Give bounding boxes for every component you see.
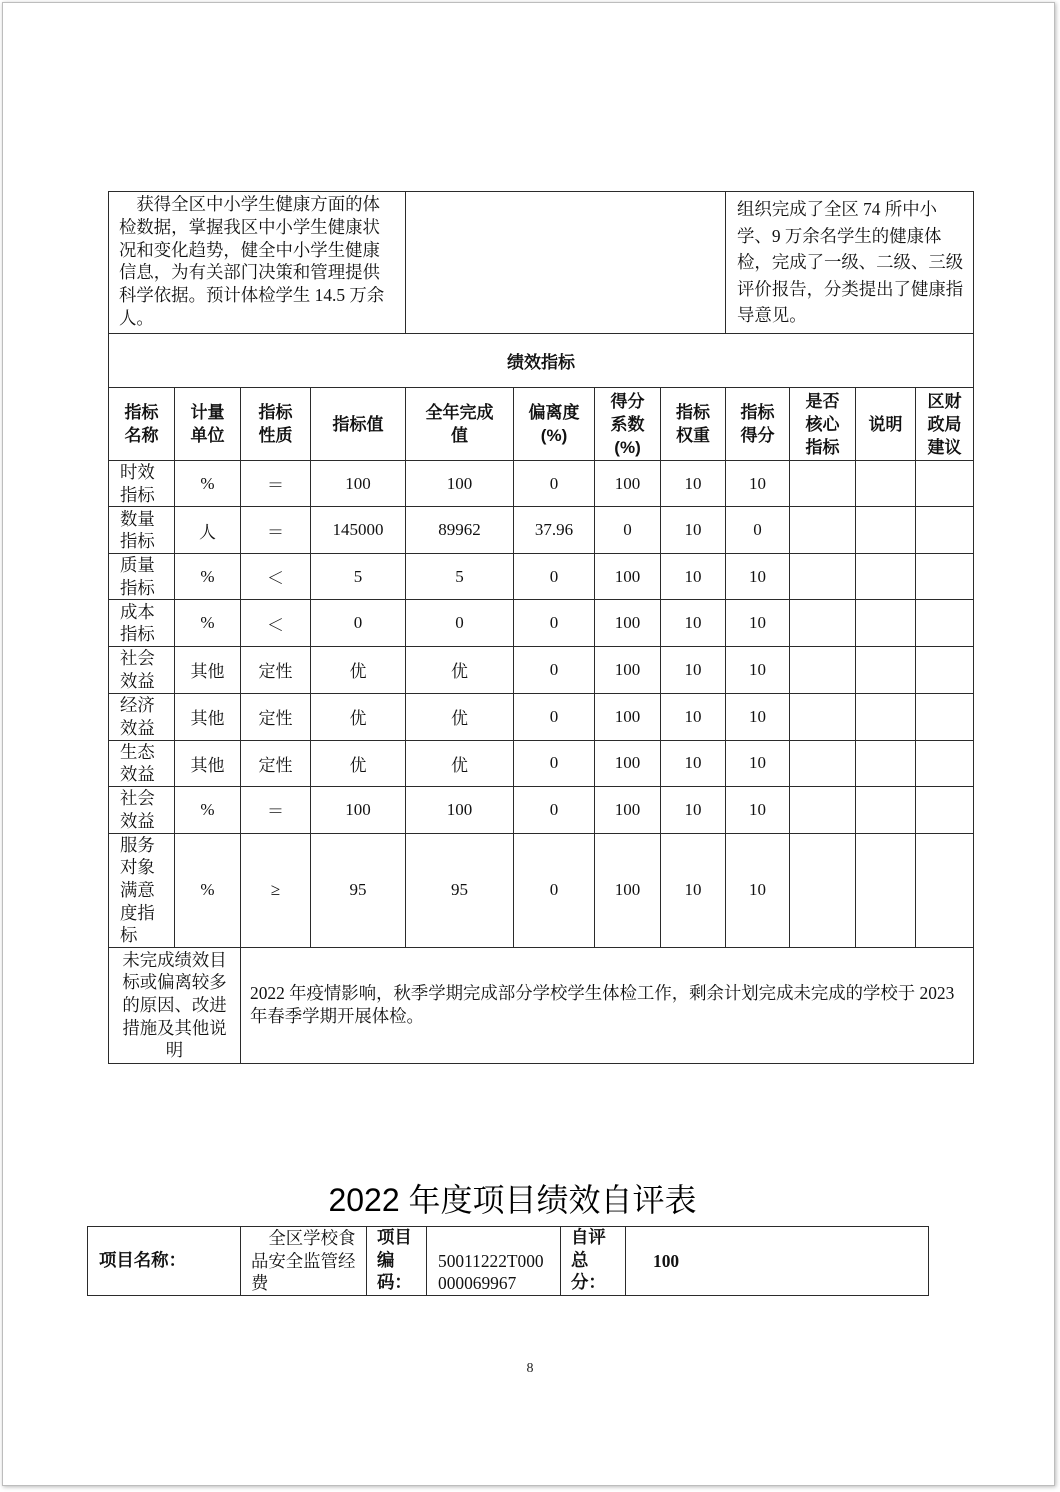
indicator-actual-cell: 100 bbox=[406, 461, 514, 507]
header-core bbox=[790, 388, 856, 461]
indicator-name: 经济效益 bbox=[120, 694, 155, 738]
indicator-deviation-cell: 0 bbox=[514, 647, 595, 693]
project-name-label: 项目名称： bbox=[88, 1227, 241, 1296]
indicator-nature-cell: ＝ bbox=[241, 461, 311, 507]
indicator-nature-cell: ≥ bbox=[241, 833, 311, 947]
indicator-name-cell bbox=[109, 647, 175, 693]
header-label: 指标值 bbox=[332, 414, 384, 434]
document-title: 2022 年度项目绩效自评表 bbox=[328, 1182, 697, 1218]
indicator-weight-cell: 10 bbox=[661, 740, 726, 786]
indicator-suggestion-cell bbox=[916, 786, 974, 833]
indicator-deviation-cell: 0 bbox=[514, 786, 595, 833]
indicator-deviation-cell: 0 bbox=[514, 833, 595, 947]
header-target-value bbox=[311, 388, 406, 461]
indicator-name: 质量指标 bbox=[120, 555, 155, 598]
project-code-cell bbox=[427, 1227, 561, 1296]
indicator-core-cell bbox=[790, 600, 856, 647]
header-row bbox=[109, 388, 974, 461]
indicator-name-cell bbox=[109, 600, 175, 647]
page-number: 8 bbox=[526, 1361, 534, 1376]
indicator-suggestion-cell bbox=[916, 507, 974, 554]
header-label: 说明 bbox=[868, 414, 903, 434]
goal-row bbox=[109, 192, 974, 334]
indicator-deviation-cell: 0 bbox=[514, 693, 595, 740]
project-code-label: 项目编码： bbox=[377, 1228, 412, 1294]
indicator-unit-cell: 其他 bbox=[175, 693, 241, 740]
indicator-suggestion-cell bbox=[916, 693, 974, 740]
header-score bbox=[726, 388, 790, 461]
indicator-suggestion-cell bbox=[916, 554, 974, 600]
indicator-suggestion-cell bbox=[916, 600, 974, 647]
indicator-actual-cell: 优 bbox=[406, 647, 514, 693]
indicator-remark-cell bbox=[856, 740, 916, 786]
header-coefficient bbox=[595, 388, 661, 461]
indicator-coefficient-cell: 100 bbox=[595, 740, 661, 786]
indicator-weight-cell: 10 bbox=[661, 507, 726, 554]
indicator-nature-cell: ＜ bbox=[241, 554, 311, 600]
indicator-actual-cell: 89962 bbox=[406, 507, 514, 554]
indicator-target-cell: 5 bbox=[311, 554, 406, 600]
indicator-suggestion-cell bbox=[916, 461, 974, 507]
indicator-coefficient-cell: 100 bbox=[595, 833, 661, 947]
indicator-nature-cell: ＝ bbox=[241, 786, 311, 833]
indicator-target-cell: 145000 bbox=[311, 507, 406, 554]
indicator-deviation-cell: 0 bbox=[514, 740, 595, 786]
shortfall-note-label: 未完成绩效目标或偏离较多的原因、改进措施及其他说明 bbox=[122, 949, 227, 1061]
header-label: 指标名称 bbox=[124, 403, 159, 445]
indicator-core-cell bbox=[790, 647, 856, 693]
indicator-actual-cell: 0 bbox=[406, 600, 514, 647]
indicator-deviation-cell: 0 bbox=[514, 461, 595, 507]
indicator-weight-cell: 10 bbox=[661, 600, 726, 647]
indicator-core-cell bbox=[790, 833, 856, 947]
indicator-core-cell bbox=[790, 461, 856, 507]
indicator-core-cell bbox=[790, 507, 856, 554]
indicator-name: 数量指标 bbox=[120, 508, 155, 552]
indicator-name: 社会效益 bbox=[120, 648, 155, 691]
indicator-name: 服务对象满意度指标 bbox=[120, 834, 155, 946]
project-name-cell bbox=[241, 1227, 367, 1296]
indicator-core-cell bbox=[790, 786, 856, 833]
indicator-coefficient-cell: 100 bbox=[595, 693, 661, 740]
indicator-score-cell: 10 bbox=[726, 786, 790, 833]
indicator-row bbox=[109, 740, 974, 786]
indicator-unit-cell: % bbox=[175, 833, 241, 947]
indicator-name-cell bbox=[109, 740, 175, 786]
indicator-name: 时效指标 bbox=[120, 462, 155, 505]
actual-result-text: 组织完成了全区 74 所中小学、9 万余名学生的健康体检，完成了一级、二级、三级评价报告，分类提出了健康指导意见。 bbox=[737, 199, 964, 326]
indicator-remark-cell bbox=[856, 507, 916, 554]
indicator-row bbox=[109, 600, 974, 647]
shortfall-note-label-cell bbox=[109, 947, 241, 1063]
indicator-row bbox=[109, 647, 974, 693]
indicator-name: 社会效益 bbox=[120, 788, 155, 831]
self-score-label: 自评总分： bbox=[571, 1228, 606, 1294]
indicator-target-cell: 95 bbox=[311, 833, 406, 947]
header-label: 偏离度(%) bbox=[528, 403, 580, 445]
indicator-remark-cell bbox=[856, 647, 916, 693]
header-label: 得分系数(%) bbox=[610, 391, 645, 457]
indicator-row bbox=[109, 693, 974, 740]
project-code-label-cell bbox=[367, 1227, 427, 1296]
indicator-score-cell: 0 bbox=[726, 507, 790, 554]
indicator-coefficient-cell: 100 bbox=[595, 600, 661, 647]
indicator-core-cell bbox=[790, 740, 856, 786]
indicator-unit-cell: % bbox=[175, 786, 241, 833]
project-name: 全区学校食品安全监管经费 bbox=[251, 1228, 356, 1294]
indicator-unit-cell: 其他 bbox=[175, 740, 241, 786]
indicator-score-cell: 10 bbox=[726, 833, 790, 947]
indicator-unit-cell: % bbox=[175, 461, 241, 507]
project-summary-row bbox=[88, 1227, 929, 1296]
indicator-remark-cell bbox=[856, 554, 916, 600]
section-title-row bbox=[109, 334, 974, 388]
header-indicator-name bbox=[109, 388, 175, 461]
indicator-nature-cell: ＜ bbox=[241, 600, 311, 647]
indicator-target-cell: 0 bbox=[311, 600, 406, 647]
indicator-actual-cell: 优 bbox=[406, 740, 514, 786]
indicator-score-cell: 10 bbox=[726, 600, 790, 647]
indicator-unit-cell: % bbox=[175, 554, 241, 600]
header-label: 指标得分 bbox=[740, 403, 775, 445]
indicator-suggestion-cell bbox=[916, 647, 974, 693]
project-code: 50011222T000000069967 bbox=[438, 1250, 544, 1294]
indicator-actual-cell: 95 bbox=[406, 833, 514, 947]
indicator-name-cell bbox=[109, 507, 175, 554]
indicator-coefficient-cell: 100 bbox=[595, 786, 661, 833]
indicator-name-cell bbox=[109, 461, 175, 507]
indicator-score-cell: 10 bbox=[726, 461, 790, 507]
goal-middle-cell bbox=[406, 192, 726, 334]
indicator-deviation-cell: 0 bbox=[514, 554, 595, 600]
indicator-row bbox=[109, 507, 974, 554]
indicator-row bbox=[109, 833, 974, 947]
header-label: 计量单位 bbox=[190, 403, 225, 445]
indicator-nature-cell: 定性 bbox=[241, 740, 311, 786]
indicator-target-cell: 优 bbox=[311, 647, 406, 693]
indicator-coefficient-cell: 100 bbox=[595, 461, 661, 507]
indicator-row bbox=[109, 786, 974, 833]
header-label: 指标性质 bbox=[258, 403, 293, 445]
indicator-coefficient-cell: 0 bbox=[595, 507, 661, 554]
indicator-actual-cell: 5 bbox=[406, 554, 514, 600]
indicator-name-cell bbox=[109, 693, 175, 740]
indicator-remark-cell bbox=[856, 600, 916, 647]
header-actual-value bbox=[406, 388, 514, 461]
indicator-unit-cell: % bbox=[175, 600, 241, 647]
self-score: 100 bbox=[626, 1227, 929, 1296]
indicator-score-cell: 10 bbox=[726, 693, 790, 740]
header-label: 区财政局建议 bbox=[927, 391, 962, 457]
actual-result-cell bbox=[726, 192, 974, 334]
header-weight bbox=[661, 388, 726, 461]
indicator-row bbox=[109, 461, 974, 507]
indicator-nature-cell: ＝ bbox=[241, 507, 311, 554]
indicator-row bbox=[109, 554, 974, 600]
indicator-weight-cell: 10 bbox=[661, 554, 726, 600]
indicator-target-cell: 优 bbox=[311, 740, 406, 786]
annual-target-text: 获得全区中小学生健康方面的体检数据，掌握我区中小学生健康状况和变化趋势，健全中小学生健康信息，为有关部门决策和管理提供科学依据。预计体检学生 14.5 万余人。 bbox=[119, 194, 385, 328]
indicator-remark-cell bbox=[856, 693, 916, 740]
header-label: 全年完成值 bbox=[425, 403, 494, 445]
indicator-weight-cell: 10 bbox=[661, 647, 726, 693]
header-deviation bbox=[514, 388, 595, 461]
shortfall-note-text-cell bbox=[241, 947, 974, 1063]
annual-target-cell bbox=[109, 192, 406, 334]
indicator-remark-cell bbox=[856, 786, 916, 833]
header-unit bbox=[175, 388, 241, 461]
indicator-nature-cell: 定性 bbox=[241, 647, 311, 693]
indicator-core-cell bbox=[790, 693, 856, 740]
performance-indicator-table bbox=[108, 191, 974, 1064]
indicator-deviation-cell: 37.96 bbox=[514, 507, 595, 554]
indicator-coefficient-cell: 100 bbox=[595, 647, 661, 693]
indicator-score-cell: 10 bbox=[726, 554, 790, 600]
indicator-name-cell bbox=[109, 786, 175, 833]
indicator-nature-cell: 定性 bbox=[241, 693, 311, 740]
indicator-unit-cell: 其他 bbox=[175, 647, 241, 693]
header-nature bbox=[241, 388, 311, 461]
indicator-name-cell bbox=[109, 554, 175, 600]
header-label: 指标权重 bbox=[676, 403, 711, 445]
indicator-remark-cell bbox=[856, 461, 916, 507]
indicator-actual-cell: 优 bbox=[406, 693, 514, 740]
indicator-name: 成本指标 bbox=[120, 601, 155, 645]
indicator-deviation-cell: 0 bbox=[514, 600, 595, 647]
indicator-target-cell: 优 bbox=[311, 693, 406, 740]
indicator-weight-cell: 10 bbox=[661, 461, 726, 507]
indicator-score-cell: 10 bbox=[726, 647, 790, 693]
indicator-remark-cell bbox=[856, 833, 916, 947]
section-title: 绩效指标 bbox=[109, 334, 974, 388]
indicator-target-cell: 100 bbox=[311, 786, 406, 833]
indicator-score-cell: 10 bbox=[726, 740, 790, 786]
header-remark bbox=[856, 388, 916, 461]
indicator-actual-cell: 100 bbox=[406, 786, 514, 833]
header-finance-suggestion bbox=[916, 388, 974, 461]
indicator-coefficient-cell: 100 bbox=[595, 554, 661, 600]
indicator-suggestion-cell bbox=[916, 740, 974, 786]
indicator-weight-cell: 10 bbox=[661, 786, 726, 833]
indicator-weight-cell: 10 bbox=[661, 833, 726, 947]
self-score-label-cell bbox=[561, 1227, 626, 1296]
project-summary-table bbox=[87, 1226, 929, 1296]
indicator-unit-cell: 人 bbox=[175, 507, 241, 554]
indicator-weight-cell: 10 bbox=[661, 693, 726, 740]
indicator-suggestion-cell bbox=[916, 833, 974, 947]
shortfall-note-text: 2022 年疫情影响，秋季学期完成部分学校学生体检工作，剩余计划完成未完成的学校于 2023 年春季学期开展体检。 bbox=[250, 983, 955, 1027]
indicator-name-cell bbox=[109, 833, 175, 947]
header-label: 是否核心指标 bbox=[805, 391, 840, 457]
shortfall-note-row bbox=[109, 947, 974, 1063]
indicator-core-cell bbox=[790, 554, 856, 600]
indicator-name: 生态效益 bbox=[120, 741, 155, 785]
indicator-target-cell: 100 bbox=[311, 461, 406, 507]
